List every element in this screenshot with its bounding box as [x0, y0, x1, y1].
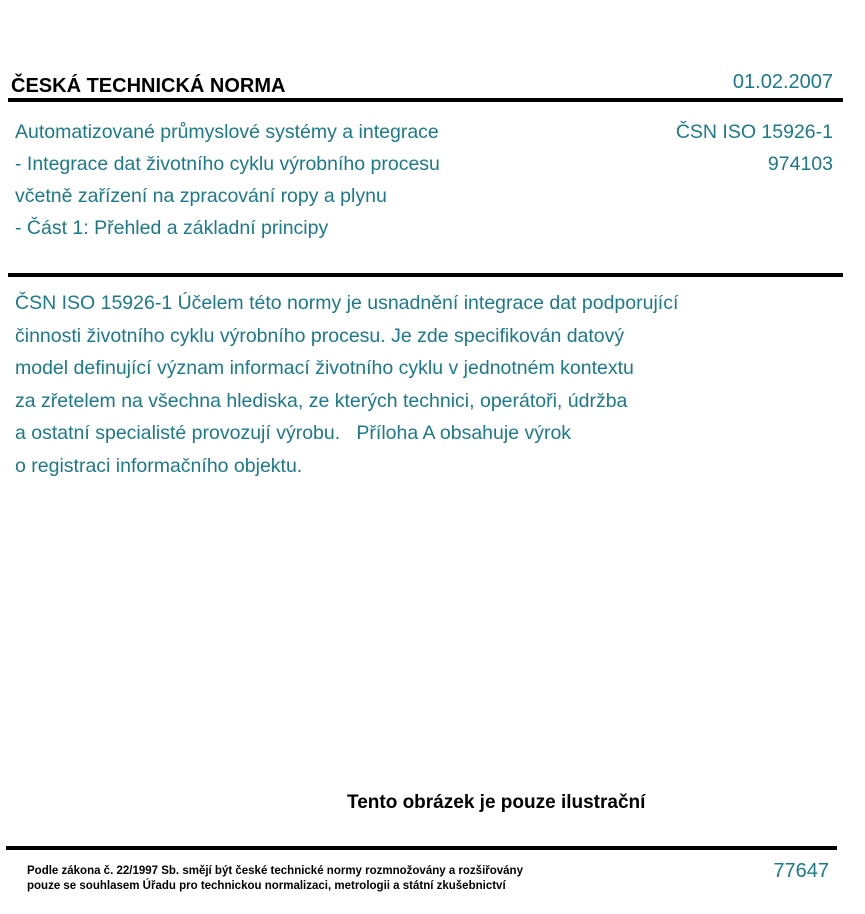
standard-title-line: včetně zařízení na zpracování ropy a plynu: [15, 185, 387, 207]
class-number: 974103: [767, 153, 833, 175]
abstract-line: činnosti životního cyklu výrobního procesu. Je zde specifikován datový: [15, 324, 625, 347]
abstract-line: a ostatní specialisté provozují výrobu. Příloha A obsahuje výrok: [15, 422, 572, 445]
legal-notice: [27, 864, 523, 894]
standard-identifiers: [676, 116, 833, 180]
footer-divider: [6, 846, 837, 850]
abstract-text: [15, 287, 678, 483]
abstract-line: za zřetelem na všechna hlediska, ze kterých technici, operátoři, údržba: [15, 389, 628, 412]
abstract-line: model definující význam informací životního cyklu v jednotném kontextu: [15, 357, 634, 380]
section-divider: [8, 273, 843, 277]
header-divider: [8, 98, 843, 102]
document-header-title: ČESKÁ TECHNICKÁ NORMA: [11, 75, 286, 97]
standard-title-line: Automatizované průmyslové systémy a integrace: [15, 121, 439, 143]
illustration-note: Tento obrázek je pouze ilustrační: [347, 792, 646, 813]
standard-title-line: - Integrace dat životního cyklu výrobního procesu: [15, 153, 440, 175]
standard-code: ČSN ISO 15926-1: [675, 121, 833, 143]
document-number: 77647: [773, 860, 829, 882]
abstract-line: o registraci informačního objektu.: [15, 454, 303, 477]
legal-notice-line: pouze se souhlasem Úřadu pro technickou normalizaci, metrologii a státní zkušebnictví: [27, 880, 506, 892]
publication-date: 01.02.2007: [732, 71, 833, 93]
legal-notice-line: Podle zákona č. 22/1997 Sb. smějí být české technické normy rozmnožovány a rozšiřovány: [27, 865, 523, 877]
standard-title: [15, 116, 440, 244]
standard-title-line: - Část 1: Přehled a základní principy: [15, 217, 329, 239]
abstract-line: ČSN ISO 15926-1 Účelem této normy je usnadnění integrace dat podporující: [15, 292, 679, 314]
